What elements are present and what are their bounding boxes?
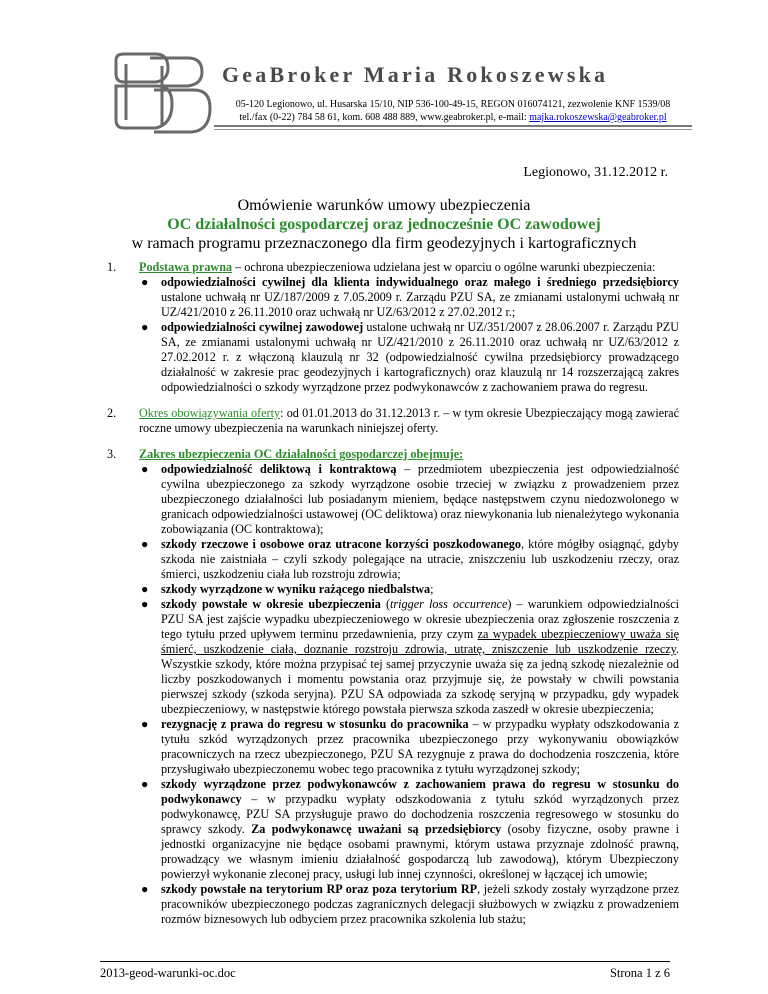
item-text: – w przypadku wypłaty odszkodowania z tytułu szkód wyrządzonych przez podwykonawcę, PZU SA przysługuje prawo do dochodzenia roszczenia regresowego w stosunku do sprawcy szkody. xyxy=(161,792,679,836)
title-line-2: OC działalności gospodarczej oraz jednocześnie OC zawodowej xyxy=(167,216,601,233)
section-heading: Podstawa prawna xyxy=(139,260,233,274)
geabroker-logo xyxy=(110,50,214,136)
item-text: , które mógłby osiągnąć, gdyby szkoda nie zaistniała – czyli szkody polegające na utracie, zniszczeniu lub uszkodzeniu rzeczy, oraz śmierci, uszkodzeniu ciała lub rozstroju zdrowia; xyxy=(161,537,680,581)
item-text: . Wszystkie szkody, które można przypisać tej samej przyczynie uważa się za jedną szkodę niezależnie od liczby poszkodowanych i momentu powstania oraz przyjmuje się, że powstały w chwili powstania pierwszej szkody (szkoda seryjna). PZU SA odpowiada za szkodę seryjną w przypadku, gdy wypadek ubezpieczeniowy, w następstwie którego powstała pierwsza szkoda zaszedł w okresie ubezpieczenia; xyxy=(161,642,679,716)
section-3 xyxy=(107,447,679,927)
section-heading: Zakres ubezpieczenia OC działalności gospodarczej obejmuje: xyxy=(139,447,464,461)
section-number: 2. xyxy=(107,406,117,420)
list-item xyxy=(139,320,679,395)
section-2 xyxy=(107,406,679,436)
bullet-icon: ● xyxy=(141,275,149,289)
header-divider-thin xyxy=(214,129,692,130)
bold-text: odpowiedzialności cywilnej dla klienta indywidualnego oraz małego i średniego przedsiębiorcy xyxy=(161,275,679,289)
italic-text: trigger loss occurrence xyxy=(390,597,508,611)
contact-text: tel./fax (0-22) 784 58 61, kom. 608 488 889, www.geabroker.pl, e-mail: xyxy=(239,112,530,123)
bullet-icon: ● xyxy=(141,777,149,791)
bold-text: szkody wyrządzone w wyniku rażącego niedbalstwa xyxy=(161,582,431,596)
list-item xyxy=(139,777,679,882)
bold-text: szkody rzeczowe i osobowe oraz utracone korzyści poszkodowanego xyxy=(161,537,521,551)
list-item xyxy=(139,537,679,582)
item-text: – w przypadku wypłaty odszkodowania z tytułu szkód wyrządzonych przez pracownika ubezpieczonego przy wykonywaniu obowiązków pracowniczych na rzecz ubezpieczonego, PZU SA rezygnuje z prawa do dochodzenia roszczenia, które przysługiwało ubezpieczonemu wobec tego pracownika z tytułu wyrządzonej szkody; xyxy=(161,717,679,776)
document-body xyxy=(107,260,679,938)
bold-text: szkody powstałe w okresie ubezpieczenia xyxy=(161,597,381,611)
bullet-list xyxy=(139,462,679,927)
underlined-text: za wypadek ubezpieczeniowy uważa się śmierć, uszkodzenie ciała, doznanie rozstroju zdrowia, utratę, zniszczenie lub uszkodzenie rzeczy xyxy=(161,627,680,656)
list-item xyxy=(139,462,679,537)
item-text: – warunkiem odpowiedzialności PZU SA jest zajście wypadku ubezpieczeniowego w okresie ubezpieczenia oraz zgłoszenie roszczenia z tego tytułu przed upływem terminu przedawnienia, przy czym xyxy=(161,597,679,641)
bold-text: odpowiedzialności cywilnej zawodowej xyxy=(161,320,364,334)
title-line-1: Omówienie warunków umowy ubezpieczenia xyxy=(237,197,531,214)
bullet-list xyxy=(139,275,679,395)
bullet-icon: ● xyxy=(141,597,149,611)
item-text: , jeżeli szkody zostały wyrządzone przez pracowników ubezpieczonego podczas zagranicznych delegacji służbowych w związku z prowadzeniem rozmów biznesowych lub odbyciem przez pracownika szkolenia lub stażu; xyxy=(161,882,679,926)
item-text: ; xyxy=(430,582,434,596)
footer-divider xyxy=(100,961,670,962)
section-1 xyxy=(107,260,679,395)
bold-text: szkody wyrządzone przez podwykonawców z zachowaniem prawa do regresu w stosunku do podwykonawcy xyxy=(161,777,679,806)
company-name: GeaBroker Maria Rokoszewska xyxy=(222,62,609,87)
company-address xyxy=(214,98,692,124)
address-line-2 xyxy=(214,111,692,124)
bullet-icon: ● xyxy=(141,320,149,334)
list-item xyxy=(139,882,679,927)
bullet-icon: ● xyxy=(141,537,149,551)
list-item xyxy=(139,717,679,777)
list-item: ● szkody powstałe w okresie ubezpieczenia (trigger loss occurrence) – warunkiem odpowiedzialności PZU SA jest zajście wypadku ubezpieczeniowego w okresie ubezpieczenia oraz zgłoszenie roszczenia z tego tytułu przed upływem terminu przedawnienia, przy czym za wypadek ubezpieczeniowy uważa się śmierć, uszkodzenie ciała, doznanie rozstroju zdrowia, utratę, zniszczenie lub uszkodzenie rzeczy. Wszystkie szkody, które można przypisać tej samej przyczynie uważa się za jedną szkodę niezależnie od liczby poszkodowanych i momentu powstania oraz przyjmuje się, że powstały w chwili powstania pierwszej szkody (szkoda seryjna). PZU SA odpowiada za szkodę seryjną w przypadku, gdy wypadek ubezpieczeniowy, w następstwie którego powstała pierwsza szkoda zaszedł w okresie ubezpieczenia; xyxy=(141,597,680,716)
item-text: (osoby fizyczne, osoby prawne i jednostki organizacyjne nie będące osobami prawnymi, którym ustawa przyznaje zdolność prawną, prowadzący we własnym imieniu działalność gospodarczą lub zawodową), którym Ubezpieczony powierzył wykonanie zleconej pracy, usługi lub innej czynności, określonej w łączącej ich umowie; xyxy=(161,822,679,881)
bullet-icon: ● xyxy=(141,717,149,731)
section-heading: Okres obowiązywania oferty xyxy=(139,406,281,420)
email-link[interactable]: majka.rokoszewska@geabroker.pl xyxy=(529,112,667,123)
bold-text: rezygnację z prawa do regresu w stosunku do pracownika xyxy=(161,717,469,731)
bullet-icon: ● xyxy=(141,882,149,896)
footer-filename: 2013-geod-warunki-oc.doc xyxy=(100,966,236,980)
list-item xyxy=(139,582,679,597)
header-divider xyxy=(214,125,692,127)
section-number: 1. xyxy=(107,260,117,274)
bold-text: Za podwykonawcę uważani są przedsiębiorcy xyxy=(251,822,502,836)
title-line-3: w ramach programu przeznaczonego dla firm geodezyjnych i kartograficznych xyxy=(131,235,637,252)
document-title xyxy=(100,196,668,253)
bold-text: szkody powstałe na terytorium RP oraz poza terytorium RP xyxy=(161,882,478,896)
item-text: – przedmiotem ubezpieczenia jest odpowiedzialność cywilna ubezpieczonego za szkody wyrządzone osobie trzeciej w związku z prowadzeniem przez ubezpieczonego działalności lub posiadanym mieniem, będące następstwem czynu niedozwolonego w granicach odpowiedzialności ustawowej (OC deliktowa) oraz niewykonania lub nienależytego wykonania zobowiązania (OC kontraktowa); xyxy=(161,462,679,536)
item-text: ustalone uchwałą nr UZ/187/2009 z 7.05.2009 r. Zarządu PZU SA, ze zmianami ustalonymi uchwałą nr UZ/421/2010 z 26.11.2010 oraz uchwałą nr UZ/63/2012 z 27.02.2012 r.; xyxy=(161,290,679,319)
document-date: Legionowo, 31.12.2012 r. xyxy=(523,165,668,180)
section-number: 3. xyxy=(107,447,117,461)
section-text: : od 01.01.2013 do 31.12.2013 r. – w tym okresie Ubezpieczający mogą zawierać roczne umowy ubezpieczenia na warunkach niniejszej oferty. xyxy=(139,406,680,435)
bold-text: odpowiedzialność deliktową i kontraktową xyxy=(161,462,397,476)
item-text: ustalone uchwałą nr UZ/351/2007 z 28.06.2007 r. Zarządu PZU SA, ze zmianami ustalonymi uchwałą nr UZ/421/2010 z 26.11.2010 oraz uchwałą nr UZ/63/2012 z 27.02.2012 r. z włączoną klauzulą nr 32 (odpowiedzialność cywilna przedsiębiorcy prowadzącego działalność w zakresie prac geodezyjnych i kartograficznych) oraz klauzulą nr 14 rozszerzającą zakres odpowiedzialności o szkody wyrządzone przez podwykonawców z zachowaniem prawa do regresu. xyxy=(161,320,679,394)
section-text: – ochrona ubezpieczeniowa udzielana jest w oparciu o ogólne warunki ubezpieczenia: xyxy=(232,260,656,274)
bullet-icon: ● xyxy=(141,582,149,596)
footer-page-number: Strona 1 z 6 xyxy=(609,966,670,980)
list-item xyxy=(139,275,679,320)
address-line-1: 05-120 Legionowo, ul. Husarska 15/10, NIP 536-100-49-15, REGON 016074121, zezwolenie KNF 1539/08 xyxy=(235,99,671,110)
bullet-icon: ● xyxy=(141,462,149,476)
